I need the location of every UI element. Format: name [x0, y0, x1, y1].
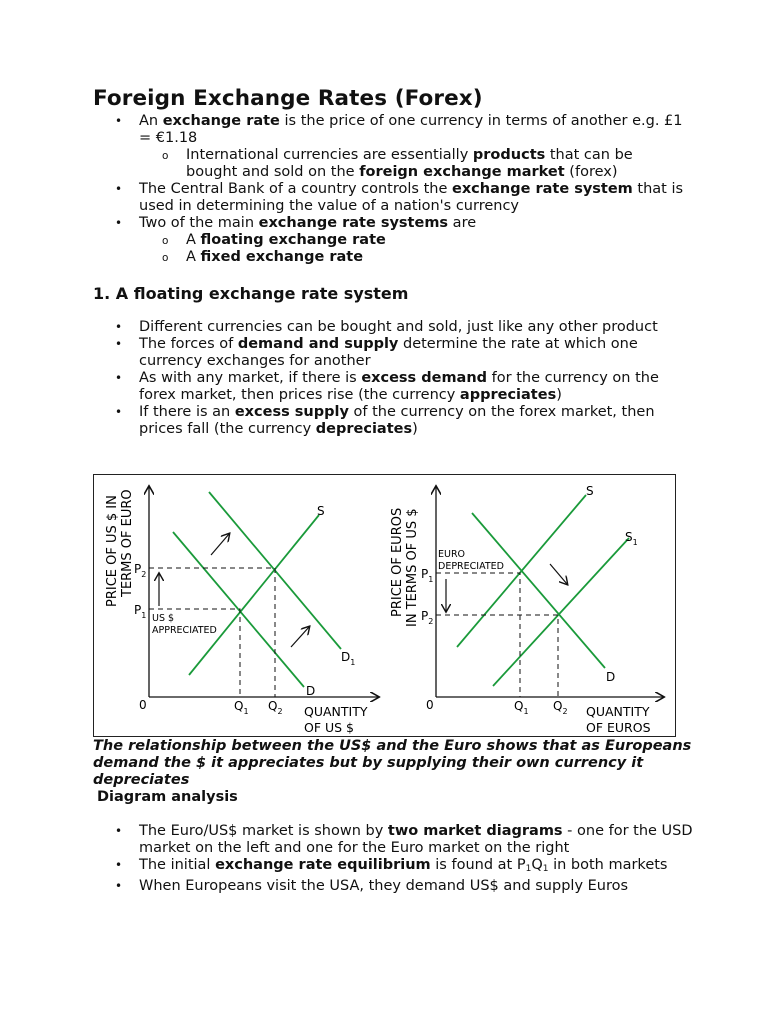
diagram-svg	[94, 475, 675, 736]
left-x-label-line2: OF US $	[304, 720, 355, 735]
list-item: • Two of the main exchange rate systems are	[0, 215, 699, 232]
list-item: • Different currencies can be bought and sold, just like any other product	[0, 319, 699, 336]
list-item: • The Euro/US$ market is shown by two market diagrams - one for the USD market on the left and one for the Euro market on the right	[0, 823, 699, 857]
left-shift-arrow-icon	[211, 534, 229, 555]
list-item: • If there is an excess supply of the currency on the forex market, then prices fall (the currency depreciates)	[0, 404, 699, 438]
right-q1-label: $Q_1$	[514, 699, 529, 716]
right-demand-curve	[472, 513, 605, 668]
right-note-line2: DEPRECIATED	[438, 561, 504, 572]
list-item: • As with any market, if there is excess demand for the currency on the forex market, then prices rise (the currency appreciates)	[0, 370, 699, 404]
left-supply-curve	[189, 515, 319, 675]
analysis-list	[0, 823, 768, 895]
right-s-label: S	[586, 484, 594, 498]
left-q2-label: $Q_2$	[268, 699, 283, 716]
intro-list	[0, 113, 768, 266]
right-note-line1: EURO	[438, 549, 466, 560]
sub-list-item: o A floating exchange rate	[0, 232, 681, 249]
forex-diagram	[93, 474, 676, 737]
left-d-label: D	[306, 684, 316, 698]
right-p2-label: $P_2$	[421, 609, 434, 626]
right-x-label-line1: QUANTITY	[586, 704, 650, 719]
left-diagram	[105, 487, 378, 735]
right-origin-label: 0	[426, 698, 434, 712]
right-eq2-guides	[436, 615, 558, 697]
left-y-label-line2: TERMS OF EURO	[120, 489, 135, 597]
list-item: • The initial exchange rate equilibrium is found at $P_1Q_1$ in both markets	[0, 857, 699, 878]
left-note-line1: US $	[152, 613, 175, 624]
left-note-line2: APPRECIATED	[152, 625, 217, 636]
right-s1-label: $S_1$	[625, 530, 638, 547]
left-p1-label: $P_1$	[134, 603, 147, 620]
sub-list-item: o International currencies are essentially products that can be bought and sold on the foreign exchange market (forex)	[0, 147, 681, 181]
list-item: • When Europeans visit the USA, they demand US$ and supply Euros	[0, 878, 699, 895]
analysis-heading: Diagram analysis	[97, 789, 238, 805]
left-x-label-line1: QUANTITY	[304, 704, 368, 719]
list-item: • An exchange rate is the price of one currency in terms of another e.g. £1 = €1.18	[0, 113, 699, 147]
left-origin-label: 0	[139, 698, 147, 712]
left-s-label: S	[317, 504, 325, 518]
right-q2-label: $Q_2$	[553, 699, 568, 716]
list-item: • The forces of demand and supply determine the rate at which one currency exchanges for another	[0, 336, 699, 370]
section1-list	[0, 319, 768, 438]
section-heading: 1. A floating exchange rate system	[93, 284, 409, 303]
right-shift-arrow-icon	[550, 564, 567, 584]
left-shift-arrow-icon	[291, 627, 309, 647]
left-q1-label: $Q_1$	[234, 699, 249, 716]
right-y-label-line1: PRICE OF EUROS	[390, 507, 405, 617]
right-x-label-line2: OF EUROS	[586, 720, 651, 735]
left-demand-curve	[173, 532, 304, 687]
right-p1-label: $P_1$	[421, 567, 434, 584]
diagram-caption: The relationship between the US$ and the Euro shows that as Europeans demand the $ it appreciates but by supplying their own currency it depreciates	[93, 738, 692, 788]
list-item: • The Central Bank of a country controls the exchange rate system that is used in determining the value of a nation's currency	[0, 181, 699, 215]
left-p2-label: $P_2$	[134, 562, 147, 579]
right-diagram	[390, 484, 663, 735]
right-d-label: D	[606, 670, 616, 684]
left-y-label-line1: PRICE OF US $ IN	[105, 495, 120, 607]
left-d1-label: $D_1$	[341, 650, 356, 667]
right-eq1-guides	[436, 573, 520, 697]
sub-list-item: o A fixed exchange rate	[0, 249, 681, 266]
right-y-label-line2: IN TERMS OF US $	[405, 508, 420, 627]
page-title: Foreign Exchange Rates (Forex)	[93, 86, 483, 111]
